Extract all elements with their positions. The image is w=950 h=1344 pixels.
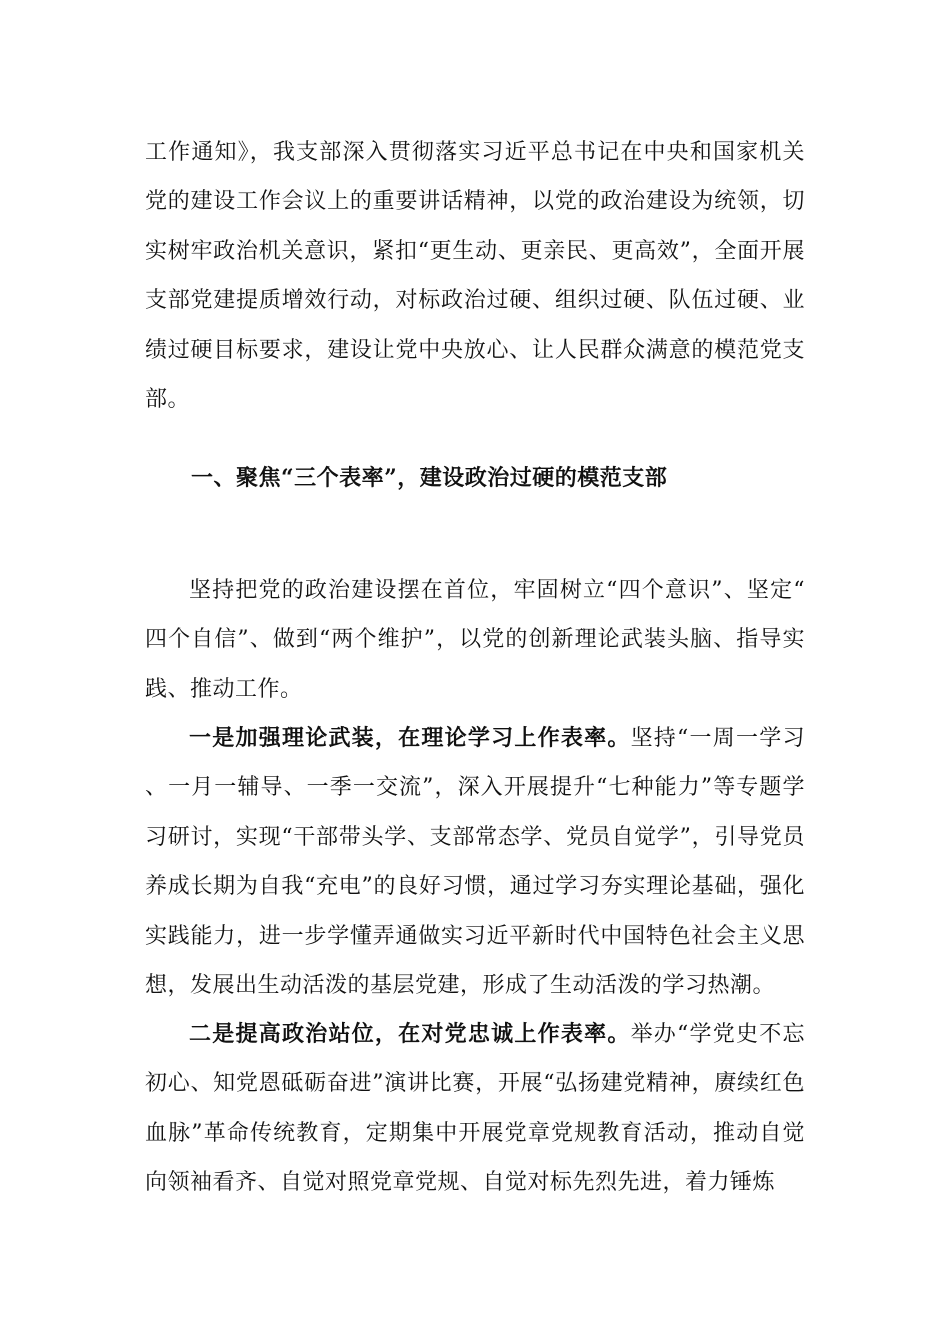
point-2-paragraph xyxy=(145,1010,805,1208)
point-2-body: 举办“学党史不忘初心、知党恩砥砺奋进”演讲比赛，开展“弘扬建党精神，赓续红色血脉”革命传统教育，定期集中开展党章党规教育活动，推动自觉向领袖看齐、自觉对照党章党规、自觉对标先烈先进，着力锤炼 xyxy=(145,1022,805,1196)
point-2-lead: 二是提高政治站位，在对党忠诚上作表率。 xyxy=(189,1021,631,1047)
point-1-paragraph xyxy=(145,714,805,1010)
point-1-body: 坚持“一周一学习、一月一辅导、一季一交流”，深入开展提升“七种能力”等专题学习研讨，实现“干部带头学、支部常态学、党员自觉学”，引导党员养成长期为自我“充电”的良好习惯，通过学习夯实理论基础，强化实践能力，进一步学懂弄通做实习近平新时代中国特色社会主义思想，发展出生动活泼的基层党建，形成了生动活泼的学习热潮。 xyxy=(145,726,805,999)
section-paragraph: 坚持把党的政治建设摆在首位，牢固树立“四个意识”、坚定“四个自信”、做到“两个维护”，以党的创新理论武装头脑、指导实践、推动工作。 xyxy=(145,578,805,702)
section-heading-1: 一、聚焦“三个表率”，建设政治过硬的模范支部 xyxy=(191,465,668,491)
intro-paragraph: 工作通知》，我支部深入贯彻落实习近平总书记在中央和国家机关党的建设工作会议上的重要讲话精神，以党的政治建设为统领，切实树牢政治机关意识，紧扣“更生动、更亲民、更高效”，全面开展支部党建提质增效行动，对标政治过硬、组织过硬、队伍过硬、业绩过硬目标要求，建设让党中央放心、让人民群众满意的模范党支部。 xyxy=(145,140,805,413)
point-1-lead: 一是加强理论武装，在理论学习上作表率。 xyxy=(189,725,631,751)
